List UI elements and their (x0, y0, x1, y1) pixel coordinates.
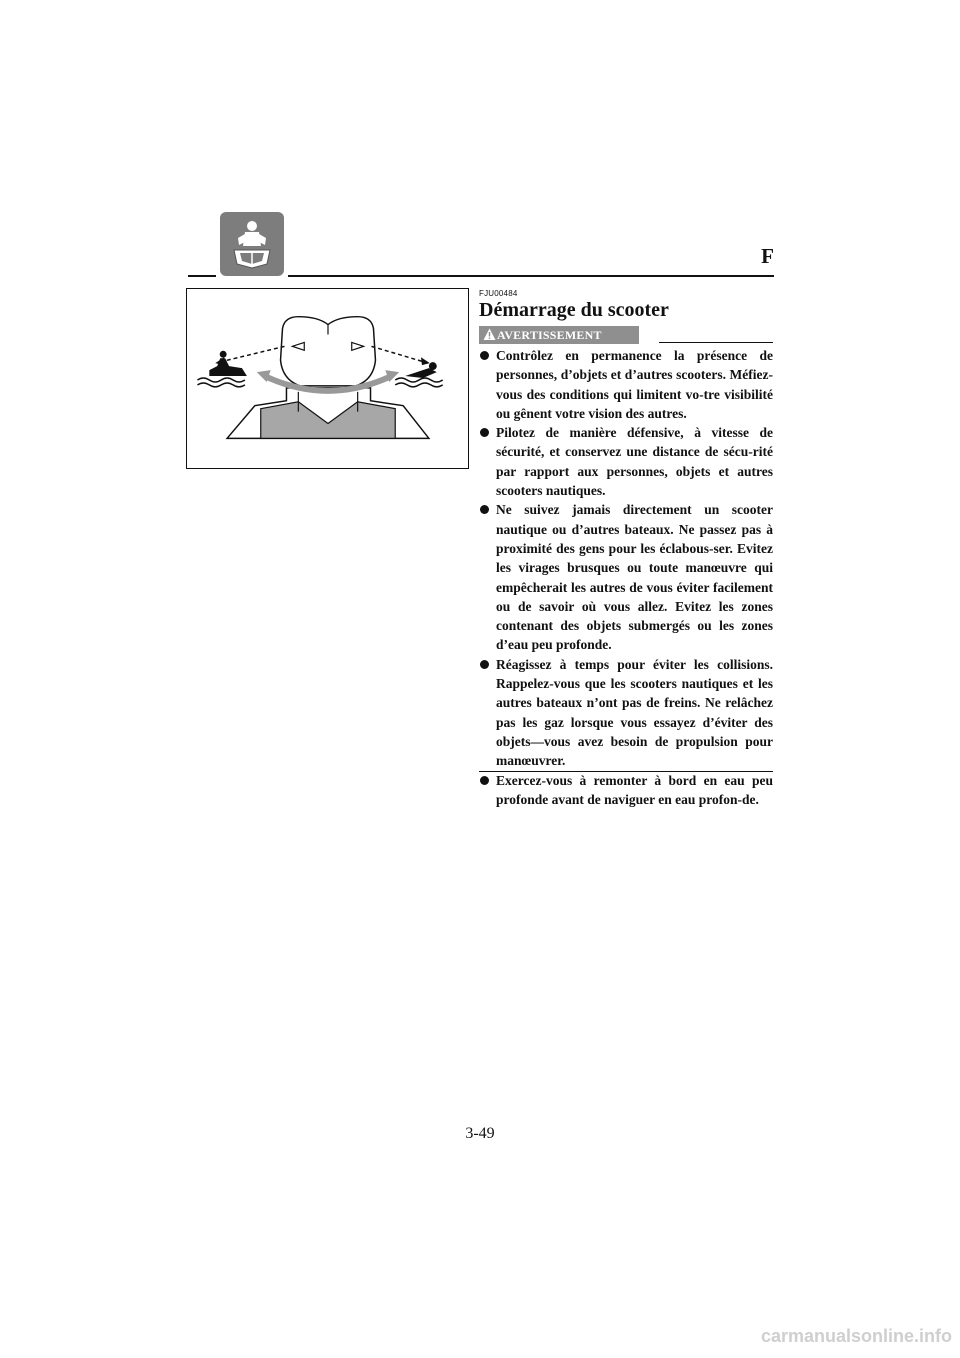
swimmer-icon (405, 362, 437, 378)
warning-label-box (479, 326, 639, 344)
rider-head-icon (281, 317, 376, 386)
bullet-icon (480, 428, 489, 437)
warning-item-text: Exercez-vous à remonter à bord en eau peu profonde avant de naviguer en eau profon-de. (496, 772, 773, 807)
section-title: Démarrage du scooter (479, 299, 669, 321)
warning-list (479, 346, 773, 809)
watercraft-rider-icon (220, 212, 284, 276)
warning-item (479, 346, 773, 423)
warning-item-text: Ne suivez jamais directement un scooter nautique ou d’autres bateaux. Ne passez pas à proximité des gens pour les éclabous-ser. Evitez les virages brusques ou toute manœuvre qui empêcherait les autres de vous éviter facilement ou de savoir où vous allez. Evitez les zones contenant des objets submergés ou les zones d’eau peu profonde. (496, 502, 773, 653)
bullet-icon (480, 776, 489, 785)
warning-triangle-icon (483, 328, 496, 341)
warning-item (479, 423, 773, 500)
warning-item (479, 771, 773, 810)
awareness-illustration (187, 289, 468, 468)
bullet-icon (480, 505, 489, 514)
warning-end-rule (479, 771, 773, 772)
warning-item-text: Réagissez à temps pour éviter les collisions. Rappelez-vous que les scooters nautiques et les autres bateaux n’ont pas de freins. Ne relâchez pas les gaz lorsque vous essayez d’éviter des objets—vous avez besoin de propulsion pour manœuvrer. (496, 656, 773, 769)
warning-label-text: AVERTISSEMENT (497, 328, 602, 342)
illustration-frame (186, 288, 469, 469)
watermark: carmanualsonline.info (760, 1326, 952, 1346)
warning-item (479, 500, 773, 654)
language-letter: F (761, 244, 774, 268)
warning-header (479, 326, 773, 344)
watercraft-icon (209, 351, 247, 376)
warning-item-text: Pilotez de manière défensive, à vitesse de sécurité, et conservez une distance de sécu-rité par rapport aux personnes, objets et autres scooters nautiques. (496, 425, 773, 499)
section-code: FJU00484 (479, 289, 518, 298)
section-icon (220, 212, 284, 276)
warning-rule (659, 342, 773, 343)
warning-item (479, 655, 773, 771)
warning-item-text: Contrôlez en permanence la présence de personnes, d’objets et d’autres scooters. Méfiez-vous des conditions qui limitent vo-tre visibilité ou gênent votre vision des autres. (496, 348, 773, 421)
bullet-icon (480, 660, 489, 669)
bullet-icon (480, 351, 489, 360)
header-rule-left (188, 275, 216, 277)
header-rule-right (288, 275, 774, 277)
page-number: 3-49 (465, 1125, 495, 1142)
